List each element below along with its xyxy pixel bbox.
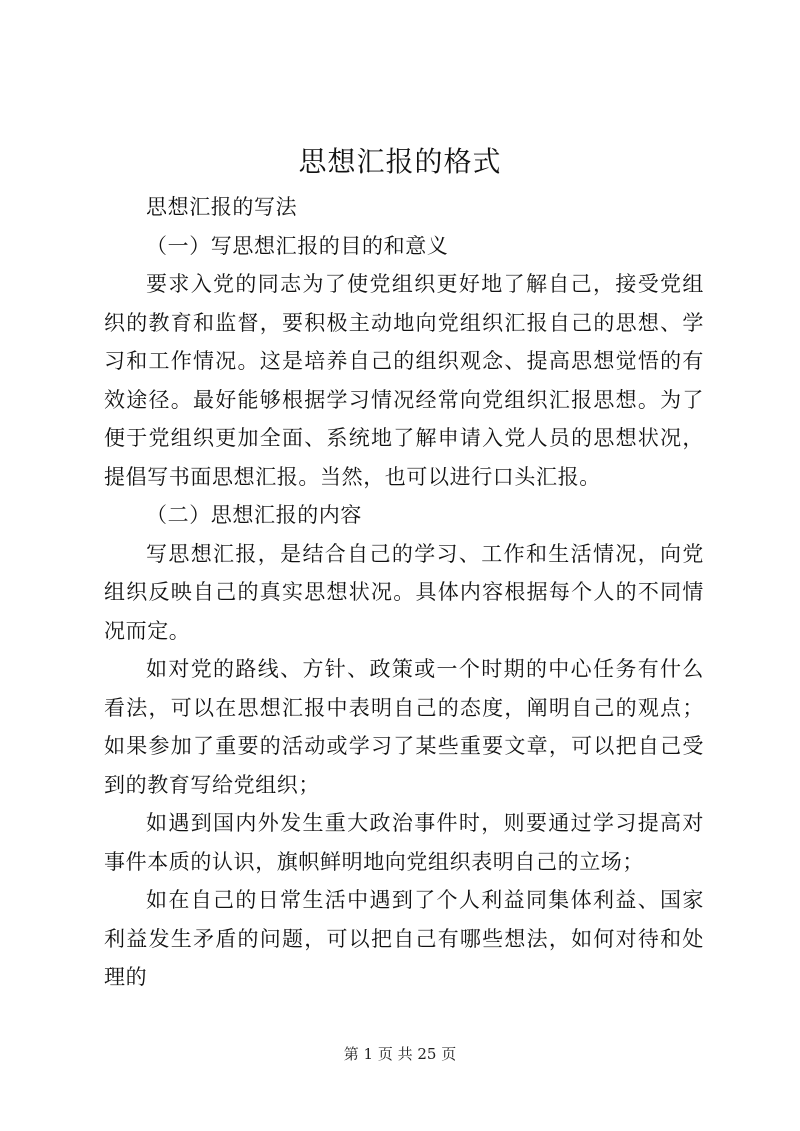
document-body [104, 188, 704, 997]
paragraph-section-one-heading: （一）写思想汇报的目的和意义 [146, 233, 449, 258]
paragraph-purpose: 要求入党的同志为了使党组织更好地了解自己，接受党组织的教育和监督，要积极主动地向党组织汇报自己的思想、学习和工作情况。这是培养自己的组织观念、提高思想觉悟的有效途径。最好能够根据学习情况经常向党组织汇报思想。为了便于党组织更加全面、系统地了解申请入党人员的思想状况，提倡写书面思想汇报。当然，也可以进行口头汇报。 [104, 272, 704, 489]
document-title: 思想汇报的格式 [298, 145, 502, 178]
paragraph-interest-conflicts: 如在自己的日常生活中遇到了个人利益同集体利益、国家利益发生矛盾的问题，可以把自己有哪些想法，如何对待和处理的 [104, 888, 704, 989]
paragraph-content-overview: 写思想汇报，是结合自己的学习、工作和生活情况，向党组织反映自己的真实思想状况。具体内容根据每个人的不同情况而定。 [104, 541, 704, 643]
paragraph-section-two-heading: （二）思想汇报的内容 [146, 503, 362, 527]
paragraph-writing-method: 思想汇报的写法 [146, 195, 298, 219]
paragraph-policy-views: 如对党的路线、方针、政策或一个时期的中心任务有什么看法，可以在思想汇报中表明自己的态度，阐明自己的观点；如果参加了重要的活动或学习了某些重要文章，可以把自己受到的教育写给党组织； [104, 657, 704, 797]
paragraph-political-events: 如遇到国内外发生重大政治事件时，则要通过学习提高对事件本质的认识，旗帜鲜明地向党组织表明自己的立场； [104, 811, 704, 874]
page-footer: 第 1 页 共 25 页 [343, 1045, 457, 1063]
